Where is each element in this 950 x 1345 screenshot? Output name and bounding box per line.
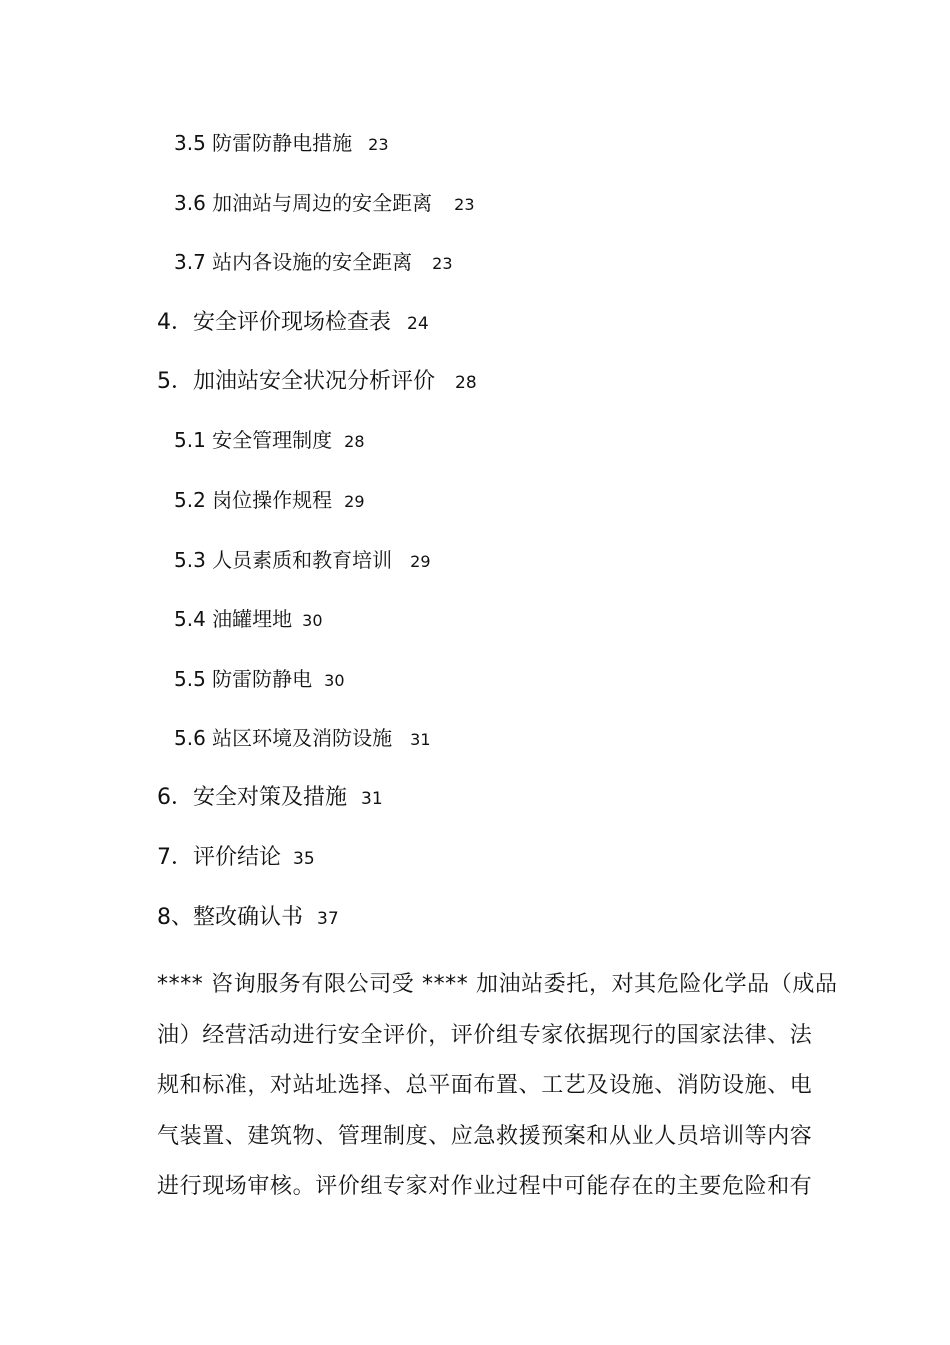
toc-entry-page-number: 30: [324, 671, 345, 690]
toc-entry-6[interactable]: [157, 787, 383, 809]
body-paragraph: [157, 960, 838, 1213]
toc-entry-5-4[interactable]: [174, 609, 323, 629]
toc-entry-page-number: 28: [344, 432, 365, 451]
toc-entry-page-number: 35: [293, 849, 315, 869]
toc-entry-label: 5．加油站安全状况分析评价: [157, 369, 435, 394]
toc-entry-label: 5.5 防雷防静电: [174, 667, 313, 691]
toc-entry-5-6[interactable]: [174, 728, 431, 748]
toc-entry-8[interactable]: [157, 907, 339, 929]
paragraph-line: 气装置、建筑物、管理制度、应急救援预案和从业人员培训等内容: [157, 1123, 813, 1149]
toc-entry-5-1[interactable]: [174, 430, 365, 450]
toc-entry-3-5[interactable]: [174, 133, 389, 153]
toc-entry-3-6[interactable]: [174, 193, 475, 213]
toc-entry-5[interactable]: [157, 371, 477, 393]
toc-entry-page-number: 37: [317, 909, 339, 929]
toc-entry-page-number: 23: [454, 195, 475, 214]
toc-entry-page-number: 29: [410, 552, 431, 571]
toc-entry-label: 8、整改确认书: [157, 905, 303, 930]
paragraph-line: **** 咨询服务有限公司受 **** 加油站委托，对其危险化学品（成品: [157, 972, 838, 997]
toc-entry-label: 6．安全对策及措施: [157, 785, 347, 810]
toc-entry-page-number: 23: [368, 135, 389, 154]
toc-entry-page-number: 23: [432, 254, 453, 273]
toc-entry-4[interactable]: [157, 312, 429, 334]
paragraph-line: 油）经营活动进行安全评价，评价组专家依据现行的国家法律、法: [157, 1022, 813, 1048]
toc-entry-page-number: 31: [361, 789, 383, 809]
toc-entry-5-5[interactable]: [174, 669, 345, 689]
toc-entry-label: 7．评价结论: [157, 845, 281, 870]
toc-entry-label: 5.3 人员素质和教育培训: [174, 548, 393, 572]
toc-entry-page-number: 30: [302, 611, 323, 630]
toc-entry-label: 3.5 防雷防静电措施: [174, 131, 353, 155]
toc-entry-label: 4．安全评价现场检查表: [157, 310, 391, 335]
toc-entry-3-7[interactable]: [174, 252, 453, 272]
toc-entry-page-number: 28: [455, 373, 477, 393]
toc-entry-label: 3.6 加油站与周边的安全距离: [174, 191, 433, 215]
toc-entry-page-number: 24: [407, 314, 429, 334]
toc-entry-label: 5.6 站区环境及消防设施: [174, 726, 393, 750]
paragraph-line: 进行现场审核。评价组专家对作业过程中可能存在的主要危险和有: [157, 1174, 813, 1199]
toc-entry-label: 3.7 站内各设施的安全距离: [174, 250, 413, 274]
toc-entry-label: 5.1 安全管理制度: [174, 428, 333, 452]
paragraph-line: 规和标准，对站址选择、总平面布置、工艺及设施、消防设施、电: [157, 1073, 813, 1098]
toc-entry-page-number: 29: [344, 492, 365, 511]
toc-entry-5-2[interactable]: [174, 490, 365, 510]
toc-entry-7[interactable]: [157, 847, 315, 869]
toc-entry-page-number: 31: [410, 730, 431, 749]
toc-entry-label: 5.4 油罐埋地: [174, 607, 293, 631]
toc-entry-5-3[interactable]: [174, 550, 431, 570]
toc-entry-label: 5.2 岗位操作规程: [174, 488, 333, 512]
